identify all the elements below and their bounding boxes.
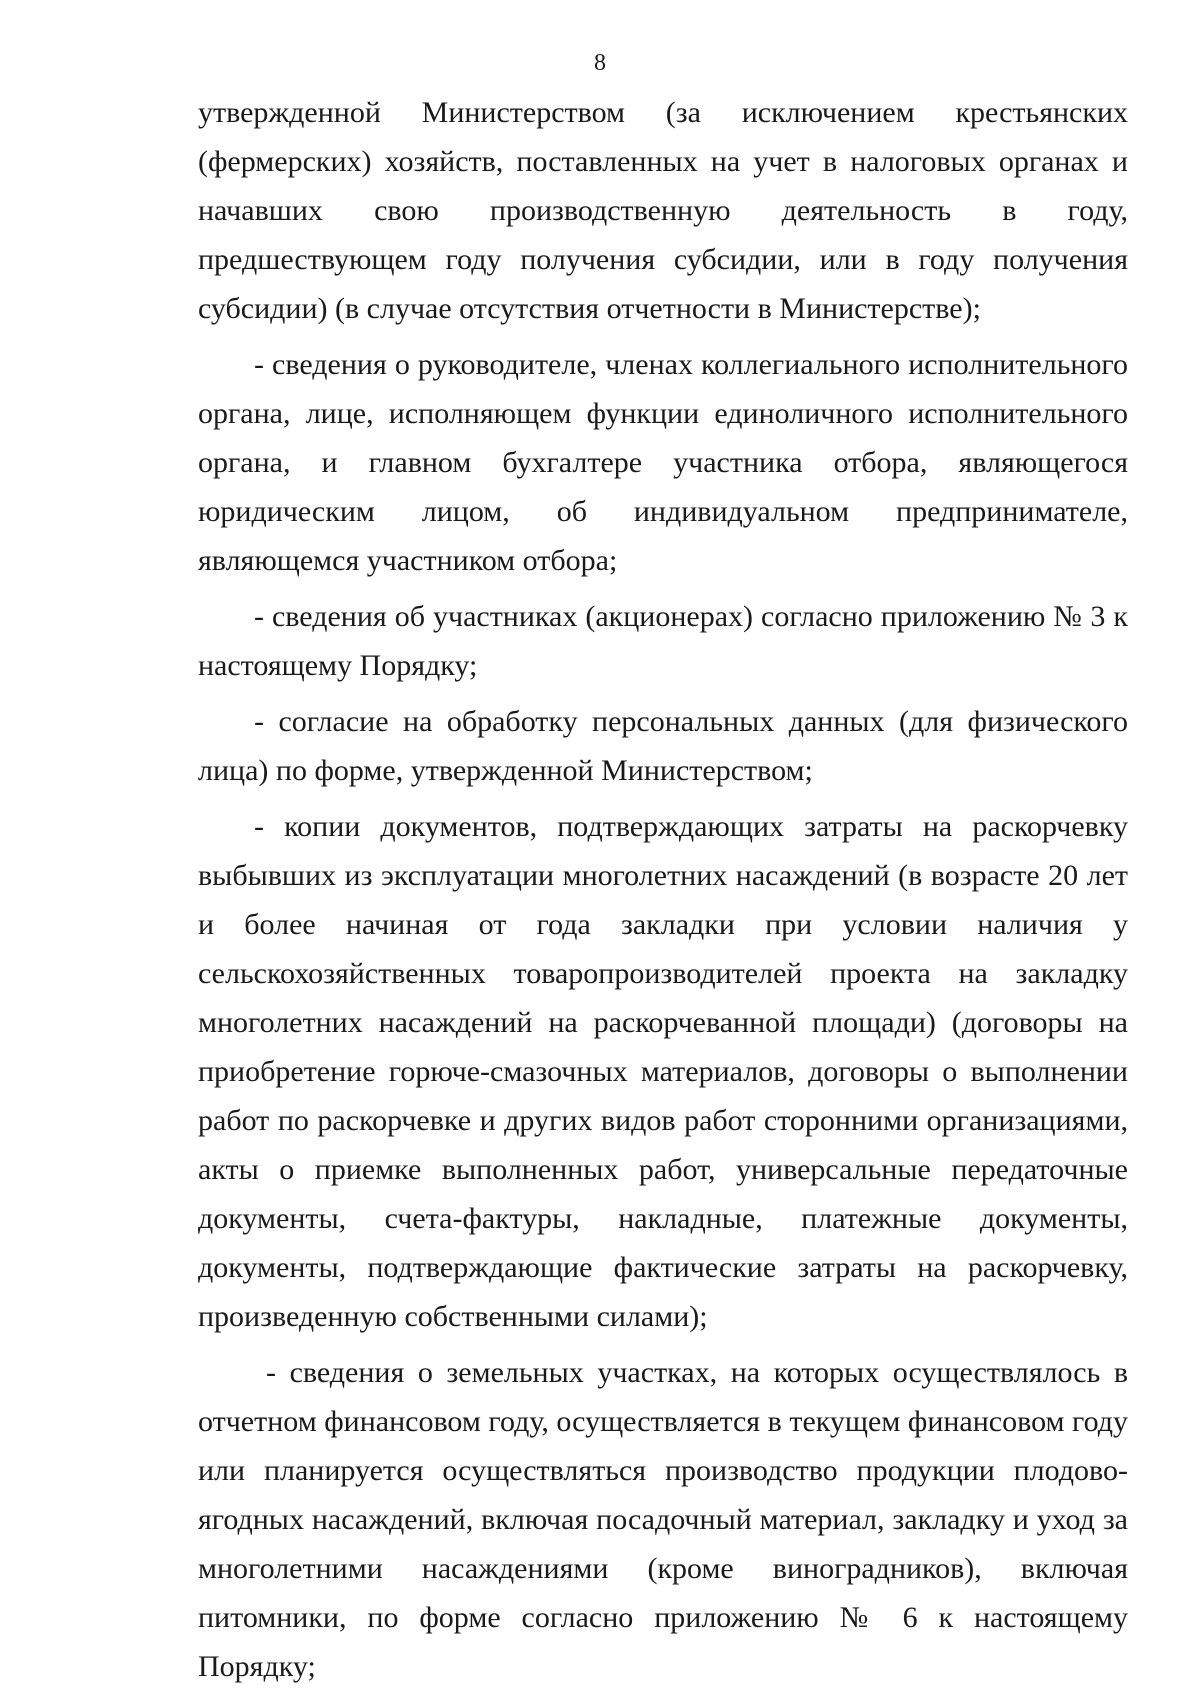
paragraph-manager-info: - сведения о руководителе, членах коллегиального исполнительного органа, лице, исполняющем функции единоличного исполнительного органа, и главном бухгалтере участника отбора, являющегося юридическим лицом, об индивидуальном предпринимателе, являющемся участником отбора; (198, 348, 1128, 577)
paragraph-land-plots-info: - сведения о земельных участках, на которых осуществлялось в отчетном финансовом году, осуществляется в текущем финансовом году или планируется осуществляться производство продукции плодово-ягодных насаждений, включая посадочный материал, закладку и уход за многолетними насаждениями (кроме виноградников), включая питомники, по форме согласно приложению № 6 к настоящему Порядку; (198, 1356, 1128, 1683)
paragraph-continuation: утвержденной Министерством (за исключением крестьянских (фермерских) хозяйств, поставленных на учет в налоговых органах и начавших свою производственную деятельность в году, предшествующем году получения субсидии, или в году получения субсидии) (в случае отсутствия отчетности в Министерстве); (198, 96, 1128, 325)
document-body (198, 88, 1128, 1698)
page-number: 8 (594, 50, 606, 76)
paragraph-uprooting-costs: - копии документов, подтверждающих затраты на раскорчевку выбывших из эксплуатации многолетних насаждений (в возрасте 20 лет и более начиная от года закладки при условии наличия у сельскохозяйственных товаропроизводителей проекта на закладку многолетних насаждений на раскорчеванной площади) (договоры на приобретение горюче-смазочных материалов, договоры о выполнении работ по раскорчевке и других видов работ сторонними организациями, акты о приемке выполненных работ, универсальные передаточные документы, счета-фактуры, накладные, платежные документы, документы, подтверждающие фактические затраты на раскорчевку, произведенную собственными силами); (198, 810, 1128, 1333)
paragraph-shareholders-info: - сведения об участниках (акционерах) согласно приложению № 3 к настоящему Порядку; (198, 600, 1128, 682)
paragraph-personal-data-consent: - согласие на обработку персональных данных (для физического лица) по форме, утвержденной Министерством; (198, 705, 1128, 787)
